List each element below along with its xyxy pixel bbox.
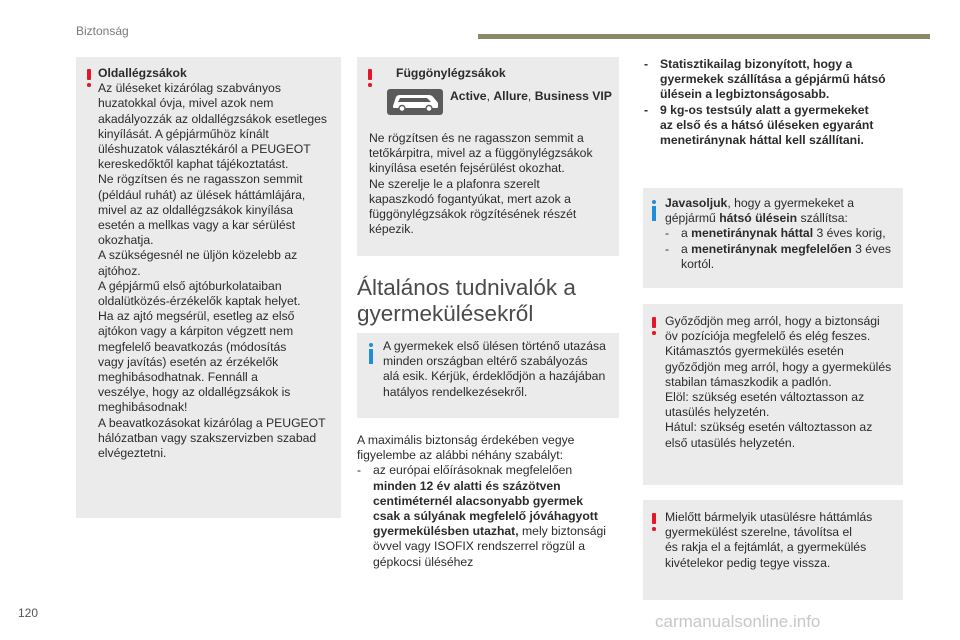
list-item <box>665 226 901 241</box>
curtain-airbag-line: Ne rögzítsen és ne ragasszon semmit a <box>369 131 584 145</box>
version-business-vip: Business VIP <box>534 89 612 103</box>
side-airbag-line: kinyílását. A gépjárműhöz kínált <box>98 126 269 141</box>
side-airbag-warning-box <box>76 57 341 518</box>
side-airbag-line: (például ruhát) az ülések háttámlájára, <box>98 187 306 202</box>
list-dash: - <box>357 463 362 478</box>
watermark: carmanualsonline.info <box>655 612 821 631</box>
list-item <box>644 103 914 149</box>
side-airbag-line: A gépjármű első ajtóburkolataiban <box>98 278 282 293</box>
info-icon <box>368 343 374 365</box>
info-bold: menetiránynak háttal <box>691 226 814 241</box>
version-separator: , <box>486 89 494 103</box>
curtain-airbag-line: tetőkárpitra, mivel az a függönylégzsákok <box>369 146 593 161</box>
list-dash: - <box>644 102 649 117</box>
info-bold: hátsó ülésein <box>719 211 798 226</box>
curtain-airbag-versions <box>450 89 620 104</box>
side-airbag-line: Ne rögzítsen és ne ragasszon semmit <box>98 172 303 187</box>
side-airbag-line: meghibásodhatnak. Fennáll a <box>98 370 258 385</box>
info-rest: 3 éves <box>851 241 891 256</box>
side-airbag-line: üléshuzatok választékáról a PEUGEOT <box>98 142 311 157</box>
headrest-warning-box <box>643 500 903 600</box>
side-airbag-line: Ha az ajtó megsérül, esetleg az első <box>98 309 295 324</box>
headrest-warning-text <box>665 510 901 571</box>
warning-line: öv pozíciója megfelelő és elég feszes. <box>665 329 871 344</box>
body-line-bold: minden 12 év alatti és százötven <box>373 478 561 493</box>
side-airbag-title: Oldallégzsákok <box>98 66 187 80</box>
list-dash: - <box>644 57 649 71</box>
curtain-airbag-line: Ne szerelje le a plafonra szerelt <box>369 176 540 191</box>
list-line: menetiránynak háttal kell szállítani. <box>660 133 864 148</box>
info-rest: , hogy a gyermekeket a <box>727 196 855 210</box>
child-seats-info-text <box>383 339 617 400</box>
body-line: figyelembe az alábbi néhány szabályt: <box>357 448 563 463</box>
list-line: ülésein a legbiztonságosabb. <box>660 87 830 102</box>
warning-line: Győződjön meg arról, hogy a biztonsági <box>665 314 880 328</box>
heading-line: Általános tudnivalók a <box>357 275 576 300</box>
side-airbag-line: A beavatkozásokat kizárólag a PEUGEOT <box>98 415 326 430</box>
child-seats-info-box <box>357 333 619 418</box>
info-line: alá esik. Kérjük, érdeklődjön a hazájában <box>383 369 606 384</box>
list-dash: - <box>665 226 670 241</box>
side-airbag-line: megfelelő beavatkozás (módosítás <box>98 339 287 354</box>
info-bold: Javasoljuk <box>665 196 728 210</box>
info-line <box>665 211 901 226</box>
heading-line: gyermekülésekről <box>357 301 534 326</box>
body-line: övvel vagy ISOFIX rendszerrel rögzül a <box>373 539 586 554</box>
warning-line: gyermekülést szerelne, távolítsa el <box>665 525 852 540</box>
side-airbag-line: ajtóhoz. <box>98 263 141 278</box>
statistics-list <box>644 57 914 148</box>
side-airbag-line: oldalütközés-érzékelők kaptak helyet. <box>98 294 301 309</box>
warning-line: kivételekor pedig tegye vissza. <box>665 555 831 570</box>
side-airbag-line: Az üléseket kizárólag szabványos <box>98 81 281 96</box>
list-item <box>665 242 901 272</box>
version-active: Active <box>450 89 487 103</box>
body-line <box>373 524 622 539</box>
seatbelt-warning-text <box>665 314 901 451</box>
info-pre: a <box>681 226 692 241</box>
body-line-bold: csak a súlyának megfelelő jóváhagyott <box>373 509 598 524</box>
warning-line: győződjön meg arról, hogy a gyermekülés <box>665 359 892 374</box>
curtain-airbag-line: kinyílása esetén fejsérülést okozhat. <box>369 161 565 176</box>
seatbelt-warning-box <box>643 304 903 485</box>
list-line: gyermekek szállítása a gépjármű hátsó <box>660 72 886 87</box>
list-line: Statisztikailag bizonyított, hogy a <box>660 57 853 71</box>
info-bold: menetiránynak megfelelően <box>691 241 852 256</box>
warning-line: és rakja el a fejtámlát, a gyermekülés <box>665 540 867 555</box>
info-line <box>665 196 901 211</box>
curtain-airbag-line: kapaszkodó fogantyúkat, mert azok a <box>369 191 571 206</box>
warning-line: Hátul: szükség esetén változtasson az <box>665 420 873 435</box>
page-number: 120 <box>18 606 39 620</box>
recommendation-text <box>665 196 901 272</box>
warning-line: utasülés helyzetén. <box>665 405 770 420</box>
version-allure: Allure <box>493 89 528 103</box>
list-line: az első és a hátsó üléseken egyaránt <box>660 117 874 132</box>
list-line: 9 kg-os testsúly alatt a gyermekeket <box>660 102 869 117</box>
body-line: A maximális biztonság érdekében vegye <box>357 433 575 447</box>
child-seats-heading <box>357 275 576 327</box>
van-icon <box>387 89 443 115</box>
list-item <box>644 57 914 103</box>
side-airbag-line: huzatokkal óvja, mivel azok nem <box>98 96 274 111</box>
info-pre: a <box>681 241 692 256</box>
side-airbag-text <box>98 66 338 461</box>
side-airbag-line: esetén a mellkas vagy a kar sérülést <box>98 218 296 233</box>
side-airbag-line: kereskedőktől kaphat tájékoztatást. <box>98 157 289 172</box>
side-airbag-line: mivel az az oldallégzsákok kinyílása <box>98 202 294 217</box>
side-airbag-line: okozhatja. <box>98 233 154 248</box>
body-line: gépkocsi üléséhez <box>373 554 474 569</box>
side-airbag-line: elvégeztetni. <box>98 446 167 461</box>
section-title: Biztonság <box>76 24 129 38</box>
info-pre: gépjármű <box>665 211 720 226</box>
info-icon <box>651 200 657 222</box>
side-airbag-line: veszélye, hogy az oldallégzsákok is <box>98 385 291 400</box>
version-separator: , <box>527 89 535 103</box>
warning-icon <box>651 317 657 335</box>
info-line: A gyermekek első ülésen történő utazása <box>383 339 606 353</box>
header-accent-bar <box>478 34 930 39</box>
body-line: az európai előírásoknak megfelelően <box>373 463 573 478</box>
body-line-bold: centiméternél alacsonyabb gyermek <box>373 493 583 508</box>
info-rest: 3 éves korig, <box>813 226 886 241</box>
side-airbag-line: akadályozzák az oldallégzsákok esetleges <box>98 111 327 126</box>
side-airbag-line: hálózatban vagy szakszervizben szabad <box>98 430 317 445</box>
side-airbag-line: ajtókon vagy a kárpiton végzett nem <box>98 324 294 339</box>
curtain-airbag-line: képezik. <box>369 222 414 237</box>
warning-icon <box>367 69 373 87</box>
curtain-airbag-text <box>369 131 614 237</box>
warning-line: stabilan támaszkodik a padlón. <box>665 374 832 389</box>
warning-icon <box>86 69 92 87</box>
warning-line: Kitámasztós gyermekülés esetén <box>665 344 844 359</box>
info-line: hatályos rendelkezésekről. <box>383 384 528 399</box>
body-line-bold: gyermekülésben utazhat, <box>373 524 519 539</box>
info-line: kortól. <box>681 256 715 271</box>
warning-line: Elöl: szükség esetén változtasson az <box>665 390 865 405</box>
curtain-airbag-title: Függönylégzsákok <box>396 66 506 80</box>
warning-icon <box>651 513 657 531</box>
info-rest: szállítsa: <box>797 211 848 226</box>
warning-line: első utasülés helyzetén. <box>665 435 796 450</box>
child-seats-body <box>357 433 622 570</box>
list-item <box>357 463 622 569</box>
body-line-rest: mely biztonsági <box>518 524 607 539</box>
recommendation-info-box <box>643 188 903 288</box>
curtain-airbag-line: függönylégzsákok rögzítésének részét <box>369 207 577 222</box>
curtain-airbag-warning-box <box>357 57 619 256</box>
side-airbag-line: A szükségesnél ne üljön közelebb az <box>98 248 298 263</box>
side-airbag-line: meghibásodnak! <box>98 400 188 415</box>
warning-line: Mielőtt bármelyik utasülésre háttámlás <box>665 510 873 524</box>
side-airbag-line: vagy javítás) esetén az érzékelők <box>98 354 279 369</box>
list-dash: - <box>665 241 670 256</box>
info-line: minden országban eltérő szabályozás <box>383 354 588 369</box>
